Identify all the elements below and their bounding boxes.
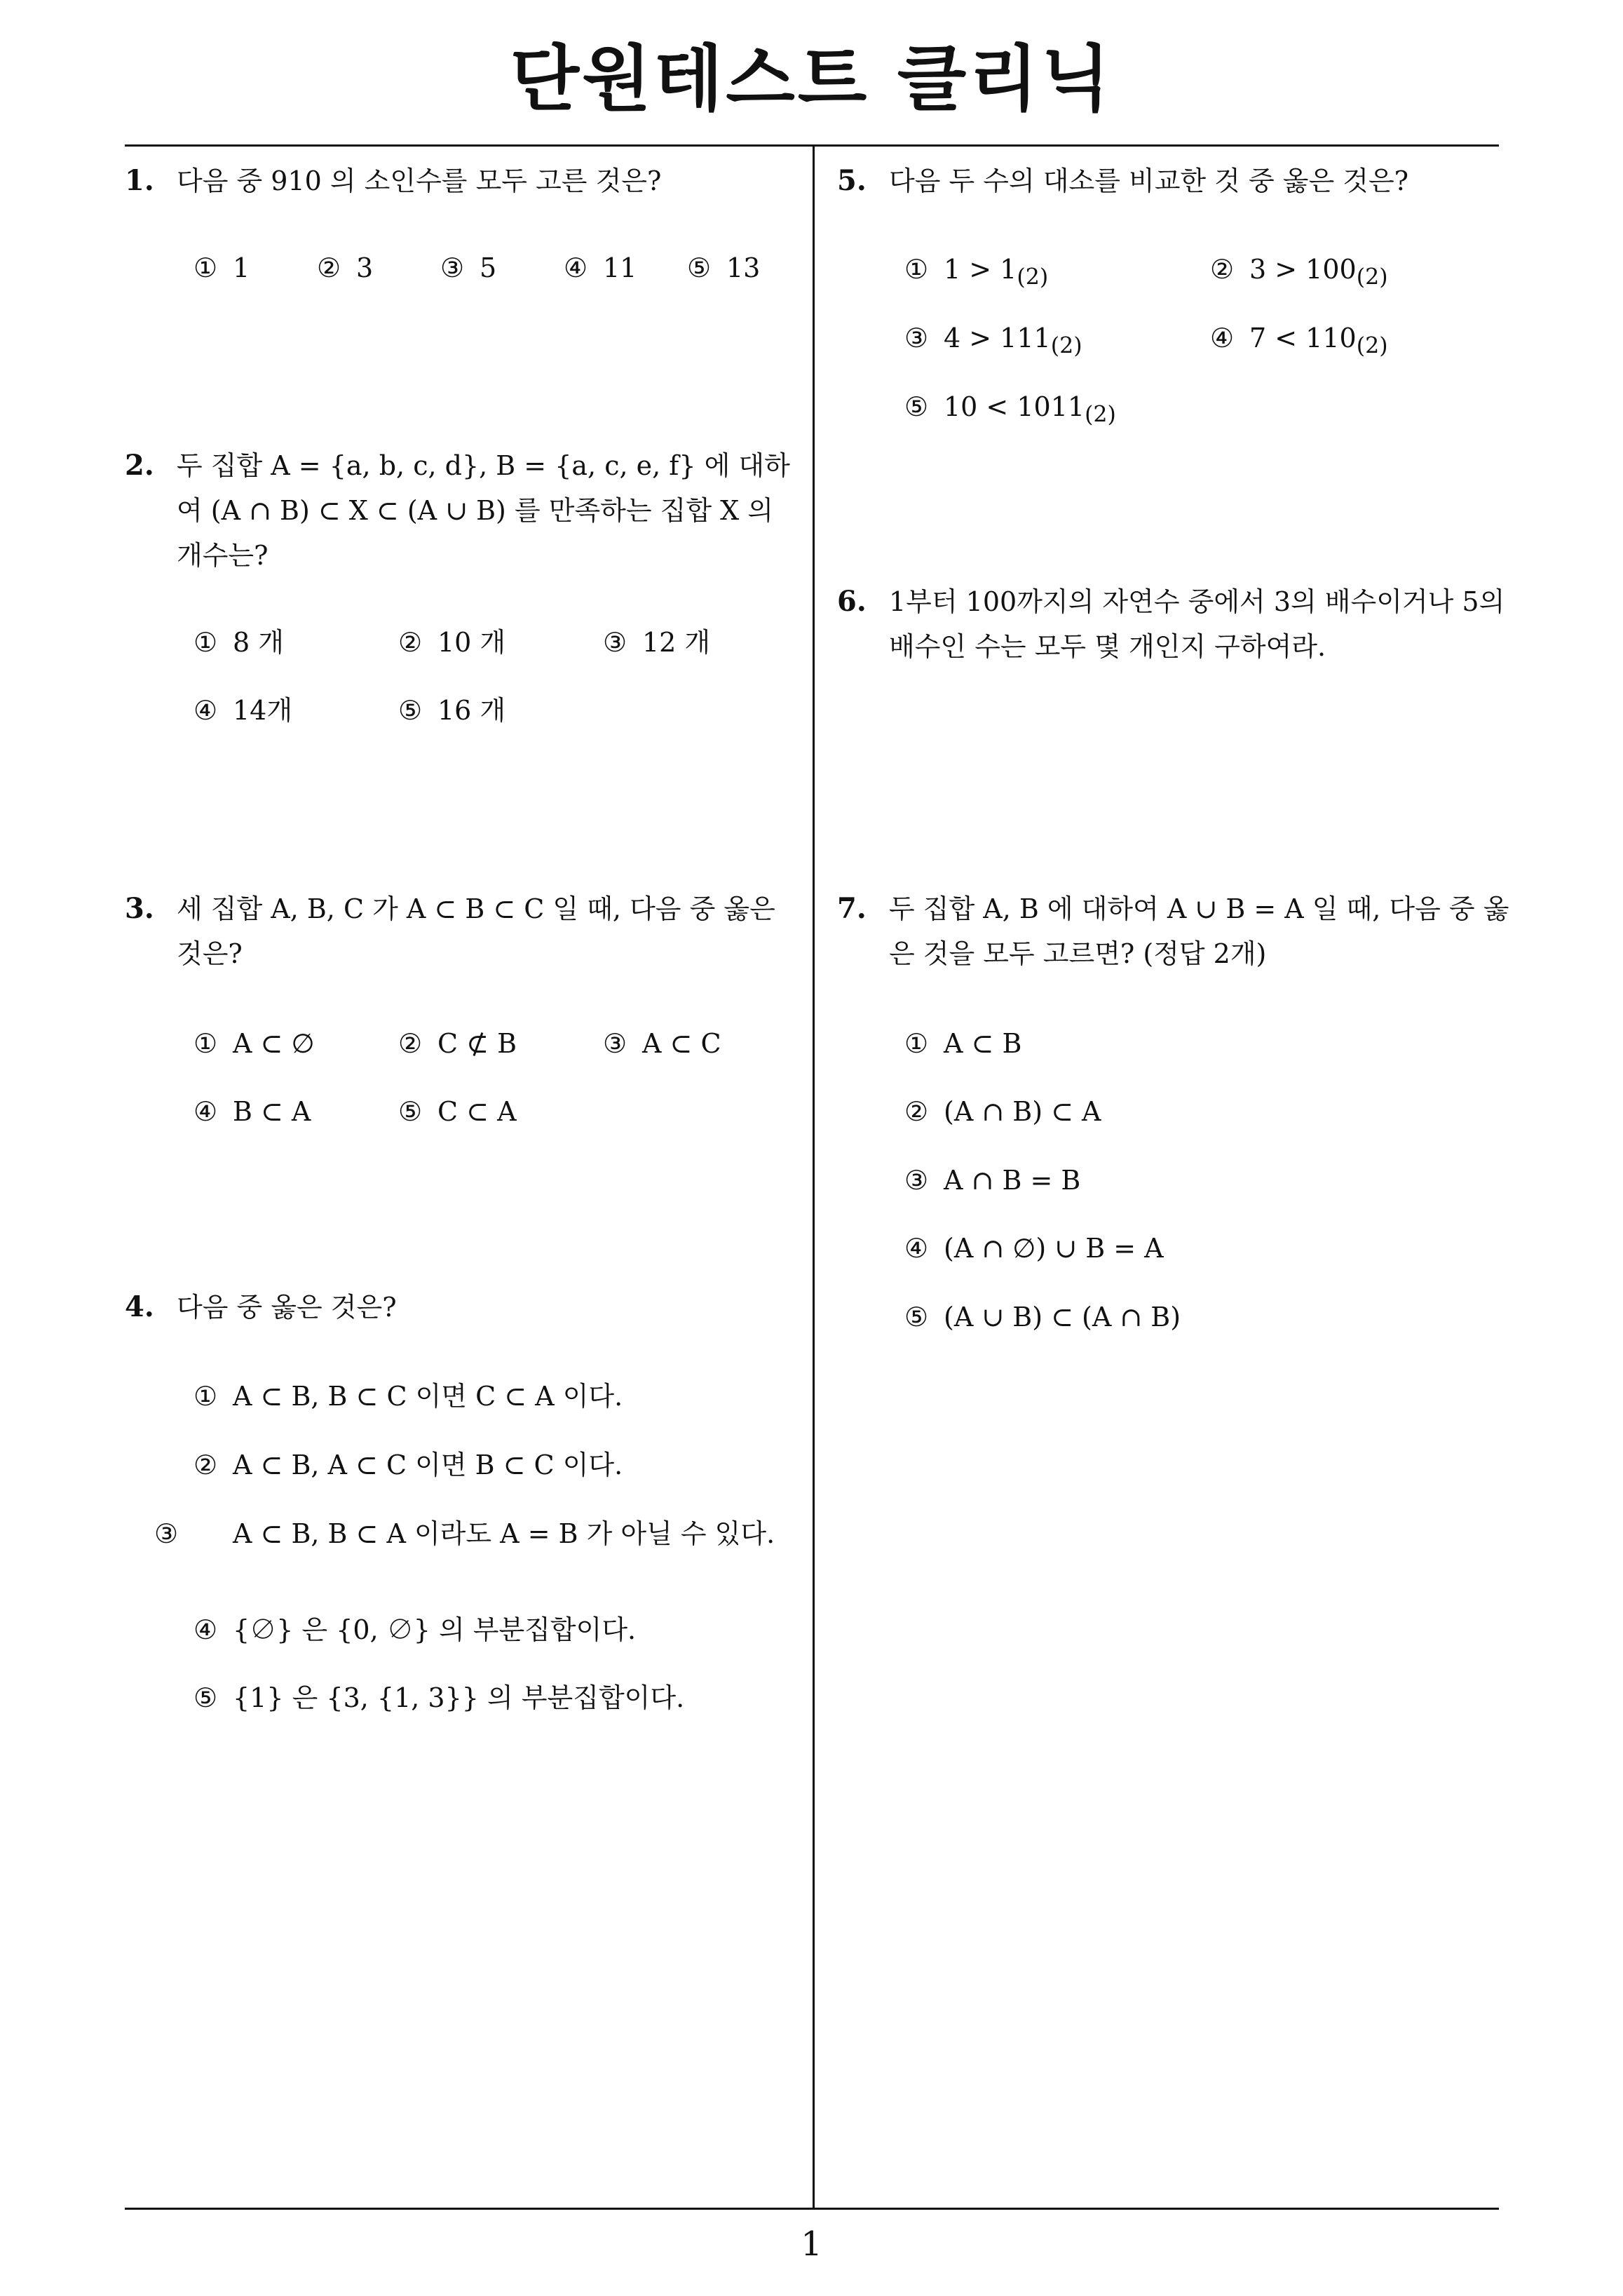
option-mark: ③: [603, 627, 627, 658]
option-5[interactable]: [398, 688, 505, 733]
option-mark: ①: [904, 1028, 929, 1059]
option-mark: ④: [193, 1614, 218, 1645]
option-4[interactable]: [904, 1226, 1164, 1271]
option-text: 14개: [233, 695, 293, 726]
option-mark: ⑤: [398, 1096, 423, 1127]
page-title: 단원테스트 클리닉: [510, 38, 1113, 121]
question-number: 6.: [837, 585, 867, 618]
question-number: 7.: [837, 892, 867, 925]
option-mark: ⑤: [904, 391, 929, 422]
option-text: 11: [603, 252, 637, 283]
option-1[interactable]: [904, 1021, 1021, 1066]
option-text: A ∩ B = B: [944, 1165, 1081, 1196]
option-text: A ⊂ B, A ⊂ C 이면 B ⊂ C 이다.: [233, 1450, 623, 1480]
option-text: 4 > 111: [944, 323, 1051, 353]
question-1: [125, 158, 798, 203]
option-text: 10 개: [437, 627, 506, 658]
option-5[interactable]: [904, 384, 1116, 438]
option-2[interactable]: [317, 245, 373, 290]
question-number: 2.: [125, 449, 154, 482]
option-mark: ③: [603, 1028, 627, 1059]
option-mark: ⑤: [904, 1302, 929, 1332]
option-mark: ②: [398, 1028, 423, 1059]
option-mark: ①: [904, 254, 929, 285]
question-7: [837, 886, 1510, 976]
question-text: 두 집합 A, B 에 대하여 A ∪ B = A 일 때, 다음 중 옳은 것을 모두 고르면? (정답 2개): [889, 893, 1509, 969]
option-mark: ③: [440, 252, 465, 283]
option-text: (A ∩ B) ⊂ A: [944, 1096, 1101, 1127]
option-mark: ②: [398, 627, 423, 658]
option-mark: ④: [904, 1233, 929, 1264]
question-text: 두 집합 A = {a, b, c, d}, B = {a, c, e, f} 에 대하여 (A ∩ B) ⊂ X ⊂ (A ∪ B) 를 만족하는 집합 X 의 개수는?: [177, 450, 790, 571]
option-subscript: (2): [1050, 333, 1082, 359]
option-mark: ③: [904, 1165, 929, 1196]
option-2[interactable]: [1210, 247, 1388, 300]
option-text: (A ∪ B) ⊂ (A ∩ B): [944, 1302, 1181, 1332]
option-text: 5: [480, 252, 497, 283]
option-mark: ①: [193, 1381, 218, 1412]
option-2[interactable]: [904, 1089, 1101, 1134]
option-mark: ①: [193, 252, 218, 283]
option-3[interactable]: [904, 316, 1082, 369]
option-text: 1: [233, 252, 250, 283]
option-5[interactable]: [904, 1295, 1181, 1339]
question-5: [837, 158, 1510, 203]
question-text: 세 집합 A, B, C 가 A ⊂ B ⊂ C 일 때, 다음 중 옳은 것은?: [177, 893, 775, 969]
question-number: 5.: [837, 164, 867, 197]
option-4[interactable]: [1210, 316, 1388, 369]
option-text: (A ∩ ∅) ∪ B = A: [944, 1233, 1164, 1264]
option-mark: ②: [317, 252, 341, 283]
option-mark: ④: [193, 1096, 218, 1127]
option-5[interactable]: [193, 1675, 684, 1720]
option-mark: ④: [1210, 323, 1235, 353]
option-text: 8 개: [233, 627, 284, 658]
option-text: 13: [726, 252, 761, 283]
option-text: A ⊂ C: [642, 1028, 721, 1059]
question-text: 다음 두 수의 대소를 비교한 것 중 옳은 것은?: [889, 166, 1409, 196]
option-4[interactable]: [193, 1089, 311, 1134]
option-3[interactable]: [904, 1158, 1080, 1203]
question-text: 1부터 100까지의 자연수 중에서 3의 배수이거나 5의 배수인 수는 모두 몇 개인지 구하여라.: [889, 586, 1505, 662]
option-mark: ⑤: [687, 252, 712, 283]
option-text: C ⊄ B: [437, 1028, 517, 1059]
option-4[interactable]: [193, 1607, 636, 1652]
option-text: C ⊂ A: [437, 1096, 517, 1127]
option-1[interactable]: [904, 247, 1048, 300]
option-mark: ⑤: [193, 1682, 218, 1713]
option-text: 10 < 1011: [944, 391, 1085, 422]
option-subscript: (2): [1017, 264, 1049, 290]
bottom-rule: [125, 2208, 1499, 2210]
question-number: 1.: [125, 164, 154, 197]
option-text: 3: [356, 252, 374, 283]
option-text: A ⊂ ∅: [233, 1028, 315, 1059]
option-2[interactable]: [193, 1443, 623, 1487]
option-1[interactable]: [193, 1374, 623, 1419]
question-4: [125, 1285, 798, 1330]
option-mark: ①: [193, 1028, 218, 1059]
question-text: 다음 중 옳은 것은?: [177, 1292, 397, 1323]
option-3[interactable]: [603, 620, 710, 665]
question-number: 4.: [125, 1290, 154, 1323]
option-3[interactable]: [154, 1511, 780, 1556]
question-number: 3.: [125, 892, 154, 925]
option-text: B ⊂ A: [233, 1096, 311, 1127]
option-text: 7 < 110: [1249, 323, 1357, 353]
page-number: 1: [801, 2224, 822, 2264]
option-5[interactable]: [398, 1089, 517, 1134]
option-text: 3 > 100: [1249, 254, 1357, 285]
option-text: A ⊂ B, B ⊂ C 이면 C ⊂ A 이다.: [233, 1381, 623, 1412]
option-mark: ④: [564, 252, 588, 283]
option-text: {1} 은 {3, {1, 3}} 의 부분집합이다.: [233, 1682, 685, 1713]
option-mark: ③: [904, 323, 929, 353]
option-subscript: (2): [1356, 333, 1388, 359]
top-rule: [125, 144, 1499, 147]
option-mark: ④: [193, 695, 218, 726]
option-mark: ②: [904, 1096, 929, 1127]
option-text: A ⊂ B, B ⊂ A 이라도 A = B 가 아닐 수 있다.: [233, 1518, 775, 1549]
option-2[interactable]: [398, 620, 505, 665]
question-6: [837, 579, 1510, 669]
option-1[interactable]: [193, 1021, 315, 1066]
option-text: A ⊂ B: [944, 1028, 1022, 1059]
option-mark: ⑤: [398, 695, 423, 726]
question-3: [125, 886, 798, 976]
column-divider: [813, 147, 815, 2210]
option-2[interactable]: [398, 1021, 517, 1066]
option-3[interactable]: [603, 1021, 721, 1066]
option-1[interactable]: [193, 245, 250, 290]
option-5[interactable]: [687, 245, 760, 290]
option-text: 12 개: [642, 627, 711, 658]
option-text: 16 개: [437, 695, 506, 726]
option-text: {∅} 은 {0, ∅} 의 부분집합이다.: [233, 1614, 637, 1645]
option-mark: ②: [193, 1450, 218, 1480]
option-mark: ①: [193, 627, 218, 658]
option-1[interactable]: [193, 620, 284, 665]
question-text: 다음 중 910 의 소인수를 모두 고른 것은?: [177, 166, 662, 196]
option-3[interactable]: [440, 245, 496, 290]
option-mark: ②: [1210, 254, 1235, 285]
option-subscript: (2): [1085, 402, 1116, 428]
question-2: [125, 443, 798, 578]
option-mark: ③: [154, 1518, 179, 1549]
option-subscript: (2): [1356, 264, 1388, 290]
option-text: 1 > 1: [944, 254, 1017, 285]
option-4[interactable]: [193, 688, 292, 733]
option-4[interactable]: [564, 245, 637, 290]
